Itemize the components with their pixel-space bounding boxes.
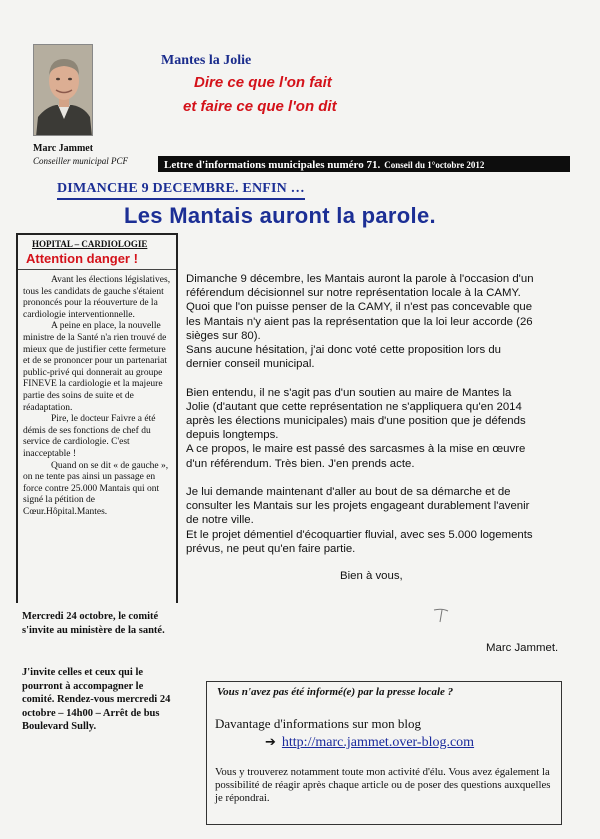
blog-link-row — [265, 734, 474, 751]
newsletter-title-bar — [158, 156, 570, 172]
sidebar-event-invitation: J'invite celles et ceux qui le pourront à accompagner le comité. Rendez-vous mercredi 24 octobre – 14h00 – Arrêt de bus Boulevard Sully. — [22, 667, 171, 732]
signature-mark — [432, 606, 456, 624]
article-line: Quoi que l'on puisse penser de la CAMY, il n'est pas concevable que — [186, 301, 533, 314]
article-line: sièges sur 80). — [186, 329, 261, 342]
council-date: Conseil du 1°octobre 2012 — [384, 160, 485, 170]
author-photo — [33, 44, 93, 136]
article-line: Bien entendu, il ne s'agit pas d'un soutien au maire de Mantes la — [186, 386, 512, 399]
sidebar-paragraph: Avant les élections législatives, tous les candidats de gauche s'étaient prononcés pour la réouverture de la cardiologie interventionnelle. — [23, 275, 171, 320]
headline-title: Les Mantais auront la parole. — [124, 203, 436, 228]
article-line: prévus, ne peut qu'en faire partie. — [186, 542, 356, 555]
sidebar-paragraph: Quand on se dit « de gauche », on ne tente pas ainsi un passage en force contre 25.000 Mantais qui ont signé la pétition de Cœur.Hôpital.Mantes. — [23, 460, 169, 517]
article-paragraph-3 — [186, 485, 570, 556]
article-line: Dimanche 9 décembre, les Mantais auront la parole à l'occasion d'un — [186, 273, 534, 285]
blog-question: Vous n'avez pas été informé(e) par la presse locale ? — [217, 686, 454, 698]
article-line: les Mantais n'y aient pas la représentation que la loi leur accorde (26 — [186, 315, 533, 328]
sidebar-body — [23, 275, 173, 518]
article-line: depuis longtemps. — [186, 429, 279, 442]
article-line: référendum décisionnel sur notre représentation locale à la CAMY. — [186, 287, 521, 300]
article-body — [186, 272, 570, 556]
sidebar-box — [16, 233, 178, 603]
article-line: de notre ville. — [186, 514, 254, 527]
blog-description: Vous y trouverez notamment toute mon activité d'élu. Vous avez également la possibilité de réagir après chaque article ou de poser des questions auxquelles je répondrai. — [215, 766, 551, 804]
author-role: Conseiller municipal PCF — [33, 156, 128, 166]
newsletter-title: Lettre d'informations municipales numéro 71. — [164, 159, 381, 171]
slogan-line-1: Dire ce que l'on fait — [194, 74, 332, 91]
sidebar-paragraph: A peine en place, la nouvelle ministre de la Santé n'a rien trouvé de mieux que de justifier cette fermeture et de se prononcer pour un partenariat public-privé qui donnerait au groupe FINEVE la cardiologie et la majeure partie des soins de suite et de réadaptation. — [23, 321, 168, 413]
signature-name: Marc Jammet. — [486, 642, 559, 654]
sidebar-heading: HOPITAL – CARDIOLOGIE — [32, 239, 148, 249]
article-paragraph-1 — [186, 272, 570, 371]
article-line: consulter les Mantais sur les projets engageant durablement l'avenir — [186, 500, 530, 513]
article-line: d'un référendum. Très bien. J'en prends acte. — [186, 457, 415, 470]
city-name: Mantes la Jolie — [161, 53, 252, 68]
article-line: Je lui demande maintenant d'aller au bout de sa démarche et de — [186, 486, 511, 499]
blog-info-box — [206, 681, 562, 825]
slogan-line-2: et faire ce que l'on dit — [183, 98, 337, 115]
sidebar-divider — [18, 269, 176, 270]
closing-greeting: Bien à vous, — [340, 570, 403, 582]
arrow-right-icon: ➔ — [265, 735, 276, 750]
article-line: Et le projet démentiel d'écoquartier fluvial, avec ses 5.000 logements — [186, 528, 533, 541]
article-line: A ce propos, le maire est passé des sarcasmes à la mise en œuvre — [186, 443, 526, 456]
article-line: après les élections municipales) mais d'une position que je défends — [186, 415, 526, 428]
article-line: Jolie (d'autant que cette représentation ne s'appliquera qu'en 2014 — [186, 400, 522, 413]
article-paragraph-2 — [186, 386, 570, 471]
author-name: Marc Jammet — [33, 143, 94, 154]
sidebar-alert: Attention danger ! — [26, 251, 138, 266]
article-line: dernier conseil municipal. — [186, 358, 315, 371]
headline-date: DIMANCHE 9 DECEMBRE. ENFIN … — [57, 181, 305, 200]
sidebar-event-ministry: Mercredi 24 octobre, le comité s'invite au ministère de la santé. — [22, 611, 165, 636]
blog-url-link[interactable]: http://marc.jammet.over-blog.com — [281, 735, 475, 750]
sidebar-paragraph: Pire, le docteur Faivre a été démis de ses fonctions de chef du service de cardiologie. C'est inacceptable ! — [23, 414, 156, 459]
blog-more-info: Davantage d'informations sur mon blog — [215, 716, 421, 731]
article-line: Sans aucune hésitation, j'ai donc voté cette proposition lors du — [186, 344, 501, 357]
